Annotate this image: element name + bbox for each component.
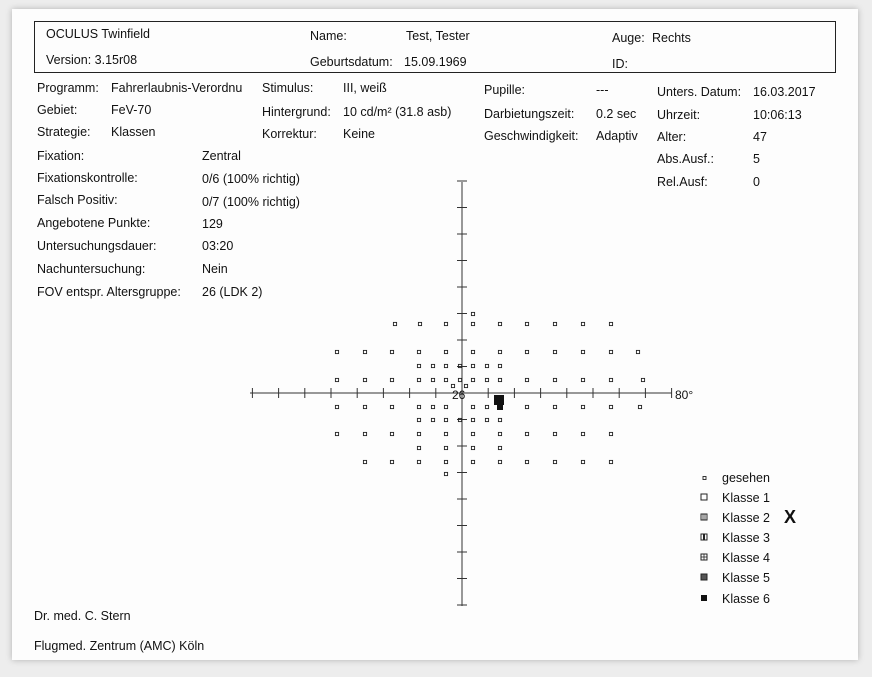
seen-point <box>444 405 447 408</box>
seen-point <box>581 432 584 435</box>
dauer-label: Untersuchungsdauer: <box>37 239 157 253</box>
programm-value: Fahrerlaubnis-Verordnu <box>111 81 243 95</box>
seen-point <box>418 322 421 325</box>
seen-point <box>471 378 474 381</box>
seen-point <box>638 405 641 408</box>
fov-label: FOV entspr. Altersgruppe: <box>37 285 181 299</box>
center-value: 26 <box>452 388 466 402</box>
legend-gesehen: gesehen <box>722 471 770 485</box>
seen-point <box>471 432 474 435</box>
seen-point <box>417 364 420 367</box>
seen-point <box>458 378 461 381</box>
seen-point <box>498 446 501 449</box>
fov-value: 26 (LDK 2) <box>202 285 263 299</box>
seen-point <box>553 460 556 463</box>
programm-label: Programm: <box>37 81 99 95</box>
alter-value: 47 <box>753 130 767 144</box>
legend-seen-icon <box>703 477 706 480</box>
seen-point <box>609 322 612 325</box>
seen-point <box>431 418 434 421</box>
seen-point <box>335 378 338 381</box>
falsch-positiv-value: 0/7 (100% richtig) <box>202 195 300 209</box>
seen-point <box>444 418 447 421</box>
legend-klasse-3: Klasse 3 <box>722 531 770 545</box>
seen-point <box>363 378 366 381</box>
seen-point <box>390 350 393 353</box>
seen-point <box>444 364 447 367</box>
software-version: Version: 3.15r08 <box>46 53 138 67</box>
seen-point <box>581 322 584 325</box>
seen-point <box>553 350 556 353</box>
seen-point <box>485 378 488 381</box>
fixation-value: Zentral <box>202 149 241 163</box>
patient-name: Test, Tester <box>406 29 470 43</box>
seen-point <box>417 418 420 421</box>
stimulus-value: III, weiß <box>343 81 387 95</box>
seen-point <box>581 460 584 463</box>
seen-point <box>553 405 556 408</box>
seen-point <box>485 405 488 408</box>
hintergrund-value: 10 cd/m² (31.8 asb) <box>343 105 452 119</box>
seen-point <box>444 322 447 325</box>
eye-label: Auge: <box>612 31 645 45</box>
stimulus-label: Stimulus: <box>262 81 314 95</box>
falsch-positiv-label: Falsch Positiv: <box>37 193 118 207</box>
doctor-name: Dr. med. C. Stern <box>34 609 131 623</box>
device-name: OCULUS Twinfield <box>46 27 150 41</box>
seen-point <box>498 418 501 421</box>
dob-value: 15.09.1969 <box>404 55 467 69</box>
seen-point <box>498 460 501 463</box>
seen-point <box>498 432 501 435</box>
datum-label: Unters. Datum: <box>657 85 742 99</box>
fixkontrolle-value: 0/6 (100% richtig) <box>202 172 300 186</box>
name-label: Name: <box>310 29 347 43</box>
axis-degree-label: 80° <box>675 388 694 402</box>
seen-point <box>444 378 447 381</box>
seen-point <box>498 322 501 325</box>
legend-klasse3-fill <box>703 534 705 540</box>
seen-point <box>471 312 474 315</box>
korrektur-label: Korrektur: <box>262 127 317 141</box>
gebiet-value: FeV-70 <box>111 103 152 117</box>
absausf-label: Abs.Ausf.: <box>657 152 714 166</box>
seen-point <box>444 432 447 435</box>
seen-point <box>641 378 644 381</box>
seen-point <box>390 378 393 381</box>
darbietung-value: 0.2 sec <box>596 107 637 121</box>
seen-point <box>525 405 528 408</box>
test-points <box>335 312 644 475</box>
legend-klasse-6: Klasse 6 <box>722 592 770 606</box>
seen-point <box>431 378 434 381</box>
seen-point <box>609 350 612 353</box>
seen-point <box>485 418 488 421</box>
relausf-label: Rel.Ausf: <box>657 175 708 189</box>
gebiet-label: Gebiet: <box>37 103 78 117</box>
blind-spot-mark <box>497 403 503 410</box>
seen-point <box>636 350 639 353</box>
seen-point <box>525 460 528 463</box>
seen-point <box>525 322 528 325</box>
geschwindigkeit-value: Adaptiv <box>596 129 638 143</box>
seen-point <box>525 432 528 435</box>
seen-point <box>581 350 584 353</box>
seen-point <box>498 378 501 381</box>
relausf-value: 0 <box>753 175 760 189</box>
punkte-value: 129 <box>202 217 223 231</box>
seen-point <box>363 432 366 435</box>
nachuntersuchung-label: Nachuntersuchung: <box>37 262 146 276</box>
absausf-value: 5 <box>753 152 760 166</box>
seen-point <box>553 322 556 325</box>
handwritten-x-mark: X <box>784 507 797 527</box>
seen-point <box>363 460 366 463</box>
seen-point <box>417 432 420 435</box>
seen-point <box>417 378 420 381</box>
alter-label: Alter: <box>657 130 687 144</box>
seen-point <box>525 350 528 353</box>
dauer-value: 03:20 <box>202 239 234 253</box>
seen-point <box>553 378 556 381</box>
legend-klasse1-icon <box>701 494 707 500</box>
darbietung-label: Darbietungszeit: <box>484 107 575 121</box>
legend-icons <box>701 477 707 602</box>
fixation-label: Fixation: <box>37 149 85 163</box>
pupille-value: --- <box>596 83 609 97</box>
seen-point <box>417 460 420 463</box>
seen-point <box>498 350 501 353</box>
seen-point <box>431 364 434 367</box>
seen-point <box>390 405 393 408</box>
legend-klasse2-icon <box>701 514 707 520</box>
punkte-label: Angebotene Punkte: <box>37 216 151 230</box>
nachuntersuchung-value: Nein <box>202 262 228 276</box>
legend-klasse-2: Klasse 2 <box>722 511 770 525</box>
seen-point <box>485 364 488 367</box>
seen-point <box>335 350 338 353</box>
seen-point <box>553 432 556 435</box>
seen-point <box>471 322 474 325</box>
seen-point <box>444 460 447 463</box>
seen-point <box>390 432 393 435</box>
seen-point <box>390 460 393 463</box>
fixkontrolle-label: Fixationskontrolle: <box>37 171 138 185</box>
korrektur-value: Keine <box>343 127 375 141</box>
seen-point <box>471 446 474 449</box>
seen-point <box>417 405 420 408</box>
seen-point <box>471 460 474 463</box>
dob-label: Geburtsdatum: <box>310 55 393 69</box>
seen-point <box>581 378 584 381</box>
seen-point <box>335 405 338 408</box>
legend-klasse-1: Klasse 1 <box>722 491 770 505</box>
center-name: Flugmed. Zentrum (AMC) Köln <box>34 639 205 653</box>
seen-point <box>335 432 338 435</box>
seen-point <box>471 350 474 353</box>
seen-point <box>609 460 612 463</box>
seen-point <box>471 405 474 408</box>
legend-klasse-4: Klasse 4 <box>722 551 770 565</box>
uhrzeit-value: 10:06:13 <box>753 108 802 122</box>
seen-point <box>525 378 528 381</box>
seen-point <box>417 446 420 449</box>
id-label: ID: <box>612 57 628 71</box>
seen-point <box>363 405 366 408</box>
seen-point <box>471 364 474 367</box>
seen-point <box>444 472 447 475</box>
datum-value: 16.03.2017 <box>753 85 816 99</box>
seen-point <box>609 378 612 381</box>
seen-point <box>444 446 447 449</box>
uhrzeit-label: Uhrzeit: <box>657 108 701 122</box>
hintergrund-label: Hintergrund: <box>262 105 331 119</box>
seen-point <box>471 418 474 421</box>
eye-value: Rechts <box>652 31 691 45</box>
pupille-label: Pupille: <box>484 83 525 97</box>
seen-point <box>581 405 584 408</box>
seen-point <box>609 432 612 435</box>
seen-point <box>417 350 420 353</box>
seen-point <box>431 405 434 408</box>
legend-klasse-5: Klasse 5 <box>722 571 770 585</box>
strategie-value: Klassen <box>111 125 156 139</box>
seen-point <box>393 322 396 325</box>
legend-klasse5-icon <box>701 574 707 580</box>
seen-point <box>498 364 501 367</box>
seen-point <box>444 350 447 353</box>
strategie-label: Strategie: <box>37 125 91 139</box>
seen-point <box>363 350 366 353</box>
legend-klasse6-icon <box>701 595 707 601</box>
geschwindigkeit-label: Geschwindigkeit: <box>484 129 579 143</box>
seen-point <box>609 405 612 408</box>
